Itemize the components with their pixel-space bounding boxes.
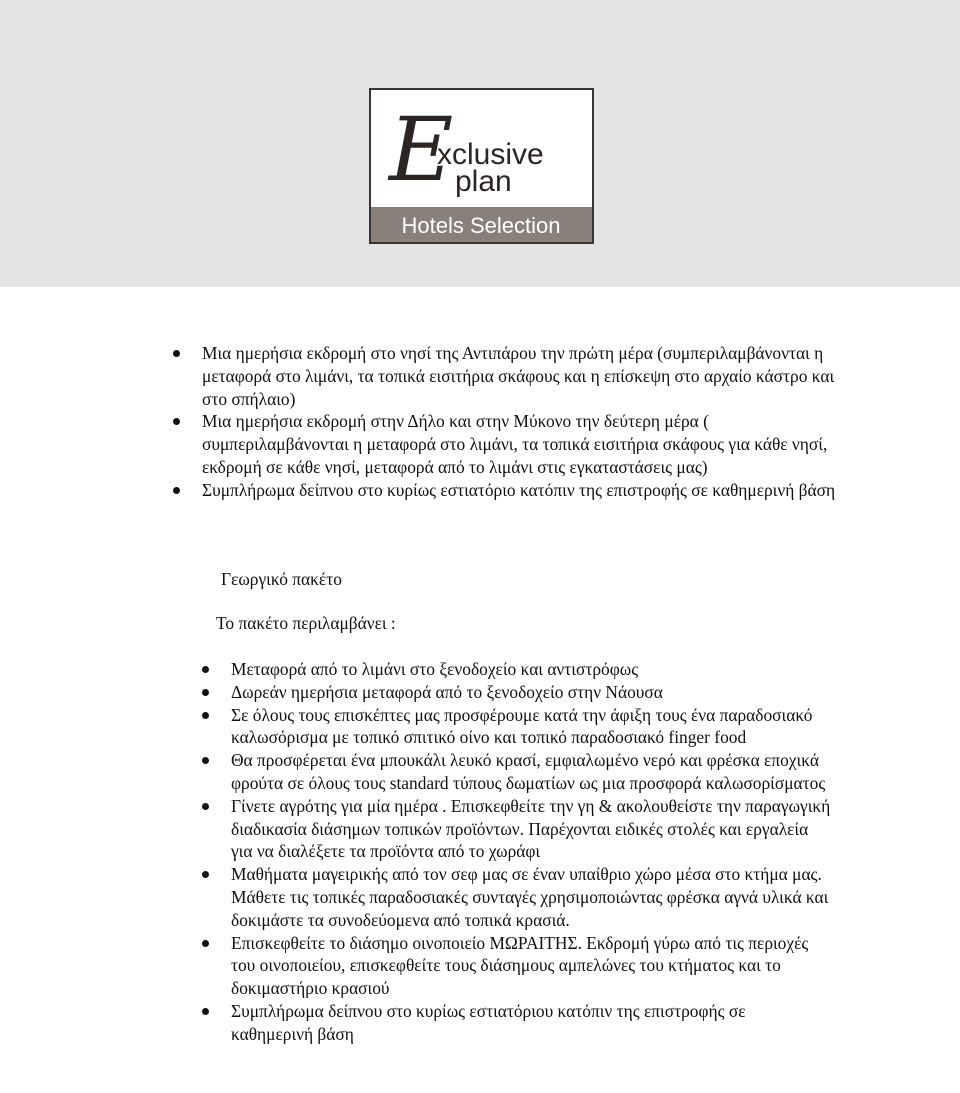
list-item <box>231 749 831 795</box>
svg-text:Hotels Selection: Hotels Selection <box>401 213 561 238</box>
list-item-text: Συμπλήρωμα δείπνου στο κυρίως εστιατόριο κατόπιν της επιστροφής σε καθημερινή βάση <box>202 479 836 500</box>
bullet-icon <box>202 712 209 719</box>
package-includes-list <box>231 658 831 1046</box>
list-item-text: Συμπλήρωμα δείπνου στο κυρίως εστιατόριου κατόπιν της επιστροφής σε καθημερινή βάση <box>231 1000 746 1044</box>
svg-text:xclusive: xclusive <box>437 138 544 171</box>
bullet-icon <box>202 757 209 764</box>
list-item-text: Μια ημερήσια εκδρομή στην Δήλο και στην Μύκονο την δεύτερη μέρα ( συμπεριλαμβάνονται η μεταφορά στο λιμάνι, τα τοπικά εισιτήρια σκάφους για κάθε νησί, εκδρομή σε κάθε νησί, μεταφορά από το λιμάνι στις εγκαταστάσεις μας) <box>202 411 828 477</box>
bullet-icon <box>202 871 209 878</box>
list-item <box>231 658 831 681</box>
list-item-text: Μαθήματα μαγειρικής από τον σεφ μας σε έναν υπαίθριο χώρο μέσα στο κτήμα μας. Μάθετε τις τοπικές παραδοσιακές συνταγές χρησιμοποιώντας φρέσκα αγνά υλικά και δοκιμάστε τα συνοδεύομενα από τοπικά κρασιά. <box>231 864 829 930</box>
list-item <box>231 795 831 863</box>
list-item-text: Γίνετε αγρότης για μία ημέρα . Επισκεφθείτε την γη & ακολουθείστε την παραγωγική διαδικασία διάσημων τοπικών προϊόντων. Παρέχονται ειδικές στολές και εργαλεία για να διαλέξετε τα προϊόντα από το χωράφι <box>231 795 831 862</box>
list-item-text: Επισκεφθείτε το διάσημο οινοποιείο ΜΩΡΑΙΤΗΣ. Εκδρομή γύρω από τις περιοχές του οινοποιείου, επισκεφθείτε τους διάσημους αμπελώνες του κτήματος και το δοκιμαστήριο κρασιού <box>231 932 809 999</box>
list-item <box>202 479 842 502</box>
bullet-icon <box>173 487 180 494</box>
list-item-text: Δωρεάν ημερήσια μεταφορά από το ξενοδοχείο στην Νάουσα <box>231 681 663 702</box>
bullet-icon <box>202 666 209 673</box>
bullet-icon <box>202 803 209 810</box>
list-item-text: Μια ημερήσια εκδρομή στο νησί της Αντιπάρου την πρώτη μέρα (συμπεριλαμβάνονται η μεταφορά στο λιμάνι, τα τοπικά εισιτήρια σκάφους και η επίσκεψη στο αρχαίο κάστρο και στο σπήλαιο) <box>202 343 835 409</box>
package-intro: Το πακέτο περιλαμβάνει : <box>216 613 396 633</box>
bullet-icon <box>202 1008 209 1015</box>
list-item <box>202 342 842 410</box>
bullet-icon <box>202 940 209 947</box>
list-item-text: Μεταφορά από το λιμάνι στο ξενοδοχείο και αντιστρόφως <box>231 659 639 679</box>
list-item-text: Θα προσφέρεται ένα μπουκάλι λευκό κρασί, εμφιαλωμένο νερό και φρέσκα εποχικά φρούτα σε όλους τους standard τύπους δωματίων ως μια προσφορά καλωσορίσματος <box>231 750 826 793</box>
list-item <box>231 1000 831 1046</box>
list-item <box>231 932 831 1000</box>
svg-text:E: E <box>389 98 454 201</box>
bullet-icon <box>173 350 180 357</box>
exclusive-plan-logo <box>369 88 594 244</box>
package-title: Γεωργικό πακέτο <box>221 569 342 589</box>
list-item <box>231 863 831 931</box>
header-banner <box>0 0 960 287</box>
list-item <box>231 704 831 750</box>
list-item <box>202 410 842 478</box>
list-item-text: Σε όλους τους επισκέπτες μας προσφέρουμε κατά την άφιξη τους ένα παραδοσιακό καλωσόρισμα με τοπικό σπιτικό οίνο και τοπικό παραδοσιακό finger food <box>231 704 813 748</box>
excursions-list <box>202 342 842 502</box>
svg-text:plan: plan <box>455 165 512 198</box>
list-item <box>231 681 831 704</box>
bullet-icon <box>202 689 209 696</box>
bullet-icon <box>173 418 180 425</box>
